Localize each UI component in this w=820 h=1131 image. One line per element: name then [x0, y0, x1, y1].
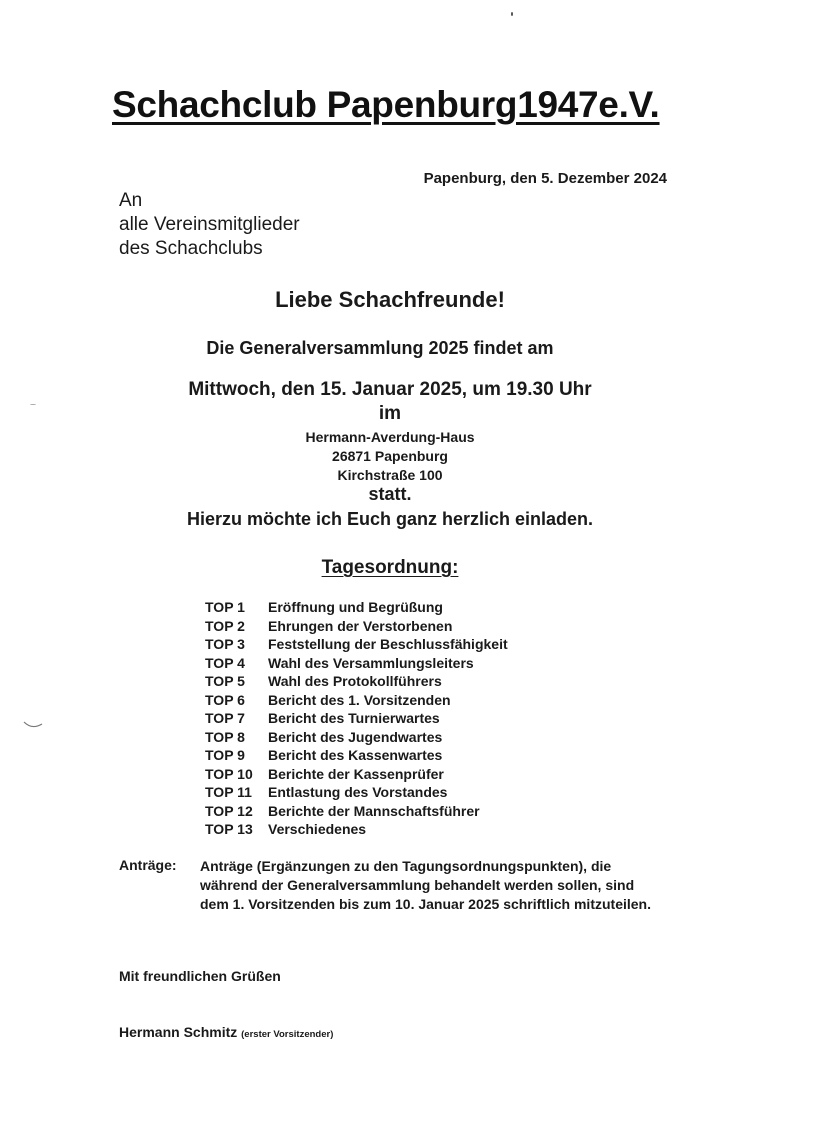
- agenda-item: [205, 783, 508, 802]
- agenda-item: [205, 765, 508, 784]
- agenda-item-number: TOP 7: [205, 710, 245, 726]
- agenda-item: [205, 709, 508, 728]
- agenda-item-text: Bericht des Kassenwartes: [268, 747, 443, 763]
- place-date: Papenburg, den 5. Dezember 2024: [423, 170, 667, 187]
- recipient-line: An: [119, 190, 143, 211]
- motions-line: während der Generalversammlung behandelt werden sollen, sind: [200, 877, 635, 893]
- motions-line: dem 1. Vorsitzenden bis zum 10. Januar 2025 schriftlich mitzuteilen.: [200, 896, 651, 912]
- recipient-line: des Schachclubs: [119, 238, 263, 259]
- recipient-block: [119, 189, 300, 261]
- agenda-item-number: TOP 3: [205, 636, 245, 652]
- motions-line: Anträge (Ergänzungen zu den Tagungsordnungspunkten), die: [200, 858, 612, 874]
- agenda-item-text: Bericht des Turnierwartes: [268, 710, 440, 726]
- agenda-item-number: TOP 4: [205, 654, 245, 671]
- agenda-item-number: TOP 8: [205, 728, 245, 745]
- scan-speck: [30, 404, 36, 405]
- agenda-item: [205, 728, 508, 747]
- agenda-item-number: TOP 6: [205, 691, 245, 708]
- agenda-item: [205, 820, 508, 839]
- agenda-item-text: Eröffnung und Begrüßung: [268, 599, 443, 615]
- agenda-item: [205, 672, 508, 691]
- agenda-list: [205, 598, 508, 839]
- agenda-item-number: TOP 10: [205, 765, 253, 782]
- venue-name: Hermann-Averdung-Haus: [305, 429, 475, 445]
- agenda-item-text: Verschiedenes: [268, 821, 367, 837]
- agenda-item-text: Wahl des Versammlungsleiters: [268, 654, 474, 671]
- agenda-item: [205, 802, 508, 821]
- closing-greeting: Mit freundlichen Grüßen: [119, 968, 281, 984]
- agenda-item-text: Bericht des Jugendwartes: [268, 728, 443, 745]
- agenda-item-number: TOP 12: [205, 802, 253, 819]
- agenda-item: [205, 654, 508, 673]
- agenda-item-text: Berichte der Mannschaftsführer: [268, 802, 480, 819]
- agenda-item-number: TOP 5: [205, 673, 245, 689]
- agenda-item: [205, 691, 508, 710]
- meeting-datetime: Mittwoch, den 15. Januar 2025, um 19.30 Uhr: [188, 379, 592, 400]
- invitation-line: Hierzu möchte ich Euch ganz herzlich einladen.: [186, 509, 594, 529]
- agenda-item-number: TOP 11: [205, 784, 252, 800]
- statt-line: statt.: [368, 484, 412, 504]
- motions-text: [200, 857, 651, 914]
- agenda-item-text: Berichte der Kassenprüfer: [268, 765, 444, 782]
- motions-label: Anträge:: [119, 857, 177, 873]
- agenda-item-text: Bericht des 1. Vorsitzenden: [268, 691, 451, 708]
- scan-mark: [22, 716, 46, 730]
- venue-city: 26871 Papenburg: [332, 448, 448, 464]
- agenda-item-number: TOP 13: [205, 821, 253, 837]
- signer-role: (erster Vorsitzender): [241, 1029, 334, 1040]
- agenda-item-text: Ehrungen der Verstorbenen: [268, 617, 453, 634]
- venue-address: [0, 428, 780, 485]
- recipient-line: alle Vereinsmitglieder: [119, 214, 300, 235]
- agenda-item-text: Entlastung des Vorstandes: [268, 784, 448, 800]
- signature-line: [119, 1024, 333, 1040]
- agenda-item-number: TOP 9: [205, 747, 245, 763]
- agenda-item-number: TOP 1: [205, 599, 245, 615]
- agenda-item-text: Wahl des Protokollführers: [268, 673, 442, 689]
- agenda-item-text: Feststellung der Beschlussfähigkeit: [268, 636, 508, 652]
- venue-preposition: im: [378, 403, 402, 424]
- greeting-heading: Liebe Schachfreunde!: [275, 287, 505, 312]
- agenda-item-number: TOP 2: [205, 617, 245, 634]
- agenda-item: [205, 617, 508, 636]
- announcement-line: Die Generalversammlung 2025 findet am: [206, 338, 554, 358]
- agenda-item: [205, 746, 508, 765]
- org-title: Schachclub Papenburg1947e.V.: [112, 84, 660, 125]
- agenda-item: [205, 598, 508, 617]
- signer-name: Hermann Schmitz: [119, 1024, 238, 1040]
- agenda-heading: Tagesordnung:: [321, 557, 459, 578]
- scan-speck: [511, 12, 513, 16]
- agenda-item: [205, 635, 508, 654]
- venue-street: Kirchstraße 100: [337, 467, 443, 483]
